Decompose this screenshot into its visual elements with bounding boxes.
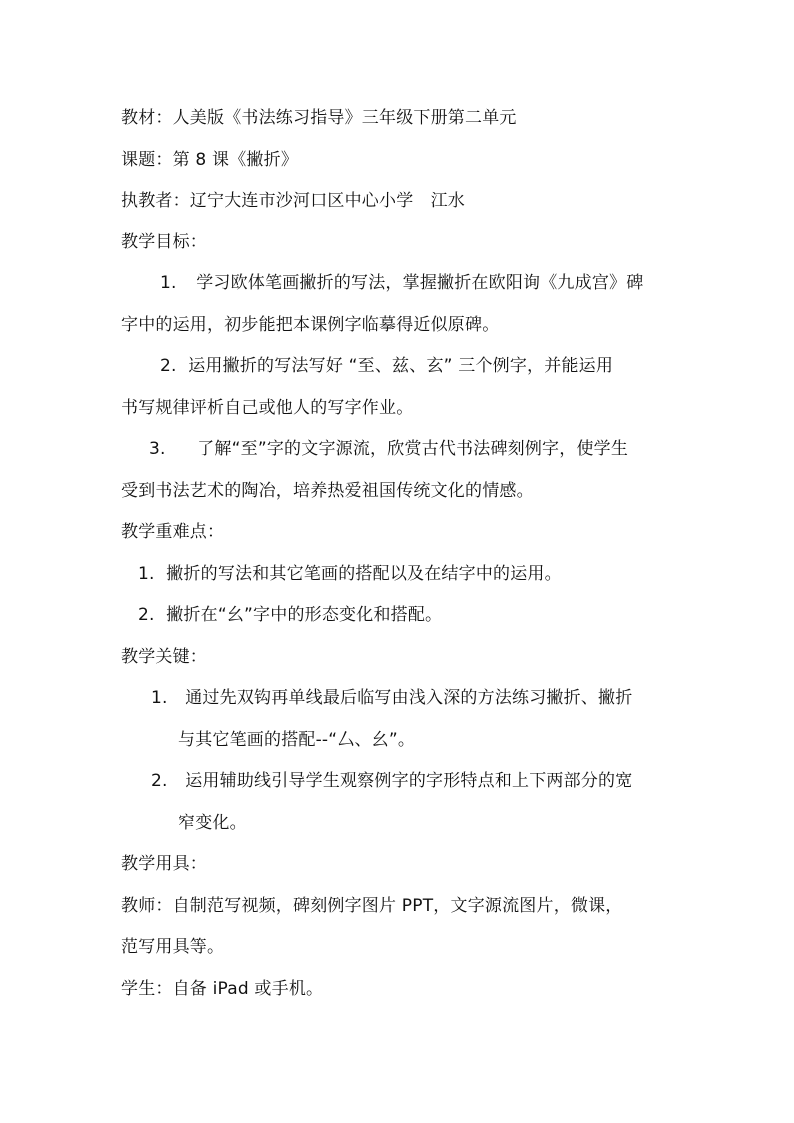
key-point-2-number: 2. [138, 605, 155, 625]
key-2-text-1: 运用辅助线引导学生观察例字的字形特点和上下两部分的宽 [185, 771, 633, 791]
tools-teacher-line-1: 教师：自制范写视频，碑刻例字图片 PPT，文字源流图片，微课， [121, 896, 623, 916]
objectives-heading: 教学目标： [121, 232, 207, 252]
tools-teacher-line-2: 范写用具等。 [121, 937, 225, 957]
key-1-line-1 [151, 688, 632, 708]
key-2-line-2: 窄变化。 [178, 813, 247, 833]
objective-2-number: 2. [160, 356, 177, 376]
objective-2-text-1: 运用撇折的写法写好 “至、兹、玄” 三个例字，并能运用 [188, 356, 614, 376]
key-2-number: 2. [151, 771, 168, 791]
tools-student-line: 学生：自备 iPad 或手机。 [121, 979, 324, 999]
objective-2-line-2: 书写规律评析自己或他人的写字作业。 [121, 398, 414, 418]
key-1-number: 1. [151, 688, 168, 708]
key-point-1-text: 撇折的写法和其它笔画的搭配以及在结字中的运用。 [166, 564, 562, 584]
key-point-1-number: 1. [138, 564, 155, 584]
material-line: 教材：人美版《书法练习指导》三年级下册第二单元 [121, 108, 517, 128]
objective-3-number: 3. [149, 439, 166, 459]
objective-2-line-1 [160, 356, 613, 376]
objective-1-line-1 [160, 273, 643, 293]
keys-heading: 教学关键： [121, 647, 207, 667]
key-points-heading: 教学重难点： [121, 522, 225, 542]
objective-1-line-2: 字中的运用，初步能把本课例字临摹得近似原碑。 [121, 315, 500, 335]
key-1-text-1: 通过先双钩再单线最后临写由浅入深的方法练习撇折、撇折 [185, 688, 633, 708]
lesson-title-line: 课题：第 8 课《撇折》 [121, 150, 299, 170]
objective-3-line-1 [149, 439, 628, 459]
key-point-1 [138, 564, 562, 584]
key-point-2-text: 撇折在“幺”字中的形态变化和搭配。 [166, 605, 443, 625]
key-1-line-2: 与其它笔画的搭配--“厶、幺”。 [178, 730, 416, 750]
objective-1-number: 1. [160, 273, 177, 293]
objective-3-line-2: 受到书法艺术的陶冶，培养热爱祖国传统文化的情感。 [121, 481, 534, 501]
key-2-line-1 [151, 771, 632, 791]
tools-heading: 教学用具： [121, 854, 207, 874]
objective-3-text-1: 了解“至”字的文字源流，欣赏古代书法碑刻例字，使学生 [197, 439, 629, 459]
key-point-2 [138, 605, 442, 625]
objective-1-text-1: 学习欧体笔画撇折的写法，掌握撇折在欧阳询《九成宫》碑 [196, 273, 644, 293]
teacher-line: 执教者：辽宁大连市沙河口区中心小学 江水 [121, 191, 465, 211]
